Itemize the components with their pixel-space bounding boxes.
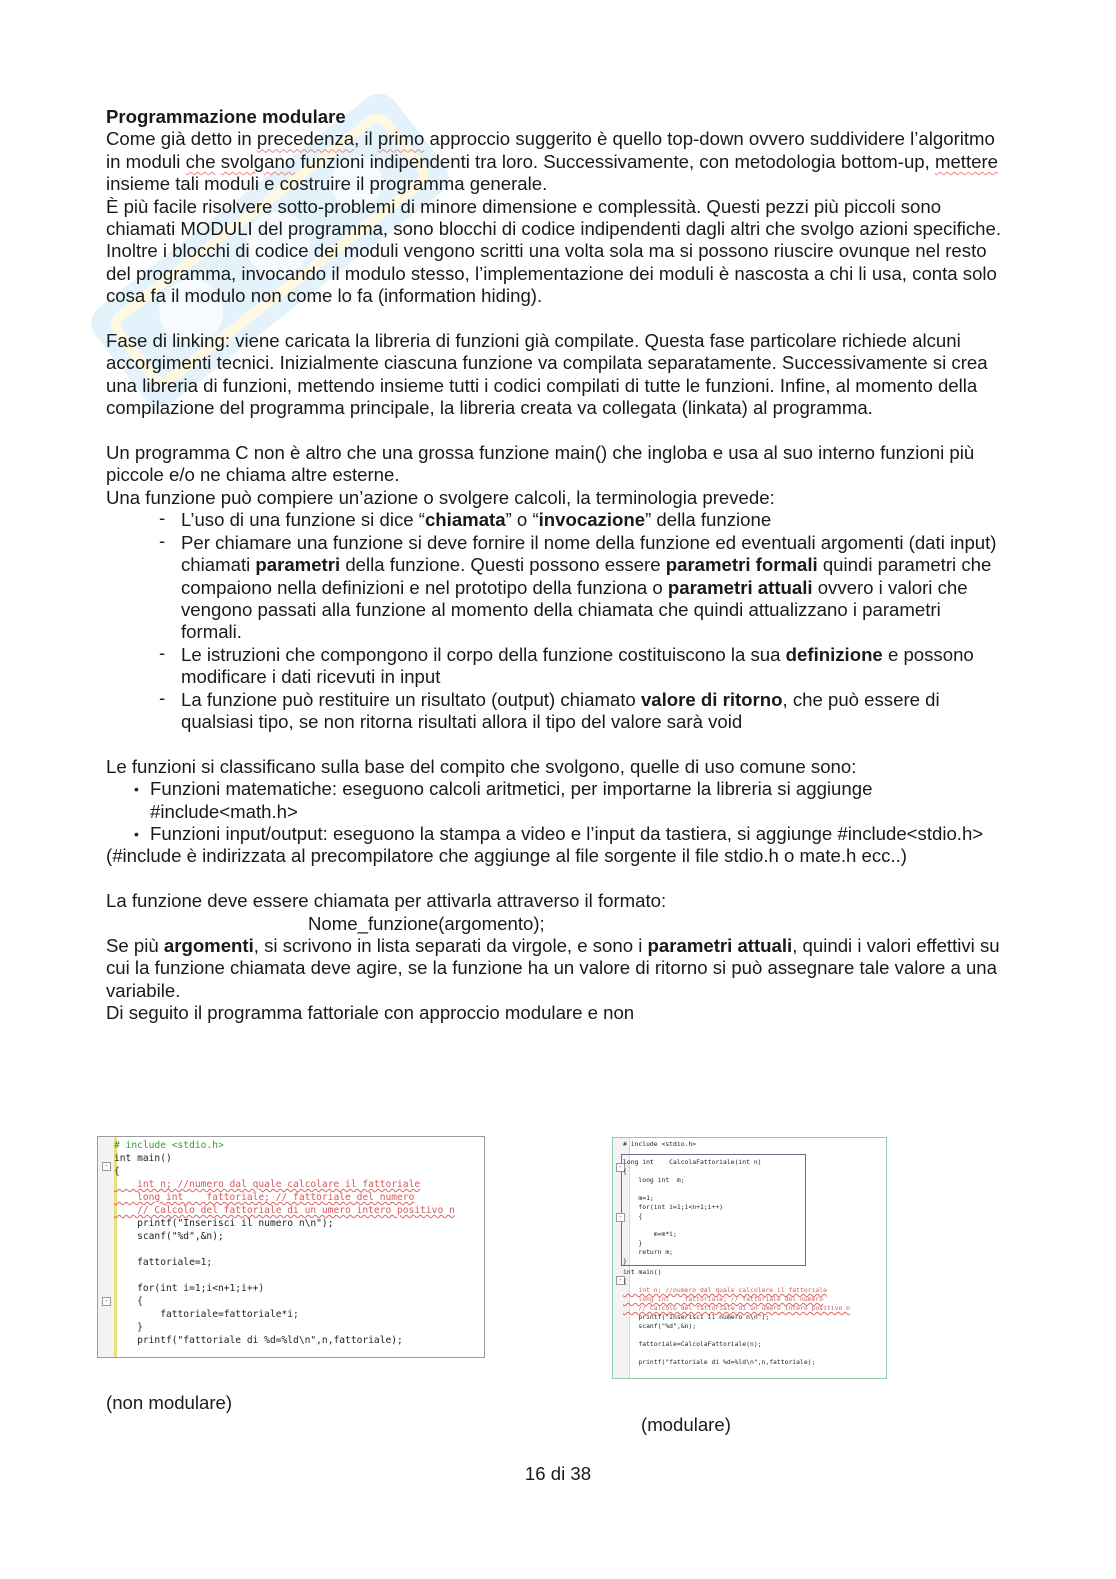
paragraph-argomenti — [106, 935, 1006, 1002]
text-run: che — [185, 150, 216, 172]
spacer — [106, 868, 1006, 890]
code-line — [114, 1192, 414, 1203]
text-run: , si scrivono in lista separati da virgole, e sono i — [253, 934, 648, 956]
fold-icon: - — [616, 1213, 625, 1222]
code-line: { — [623, 1277, 627, 1285]
spacer — [106, 308, 1006, 330]
text-run: parametri attuali — [647, 934, 793, 956]
code-line: int main() — [623, 1268, 662, 1276]
code-line: { — [114, 1296, 143, 1307]
code-line — [114, 1140, 224, 1151]
code-line: m=m*i; — [623, 1230, 677, 1238]
code-screenshot-non-modular — [97, 1136, 485, 1358]
terminology-list — [106, 509, 1006, 733]
text-run: Se più — [106, 934, 164, 956]
code-line: printf("fattoriale di %d=%ld\n",n,fattoriale); — [114, 1335, 403, 1346]
text-run: della funzione. Questi possono essere — [340, 554, 666, 576]
text-run: ” o “ — [505, 509, 539, 531]
text-run: definizione — [785, 643, 883, 665]
code-line: fattoriale=fattoriale*i; — [114, 1309, 299, 1320]
code-line: printf("fattoriale di %d=%ld\n",n,fattoriale); — [623, 1358, 816, 1366]
code-line: scanf("%d",&n); — [114, 1231, 224, 1242]
text-run: La funzione può restituire un risultato (output) chiamato — [181, 688, 641, 710]
text-run: chiamata — [424, 509, 506, 531]
paragraph-intro — [106, 128, 1006, 195]
paragraph-terminologia: Una funzione può compiere un’azione o svolgere calcoli, la terminologia prevede: — [106, 486, 775, 508]
text-run: parametri attuali — [667, 576, 813, 598]
caption-modular: (modulare) — [641, 1414, 731, 1435]
code-text: int n; //numero dal quale calcolare il fattoriale — [623, 1286, 827, 1294]
code-text: long int fattoriale; // fattoriale del numero — [114, 1192, 415, 1203]
call-format: Nome_funzione(argomento); — [308, 912, 545, 934]
code-screenshot-modular — [612, 1137, 887, 1379]
code-line — [114, 1179, 420, 1190]
text-run: L’uso di una funzione si dice “ — [181, 509, 425, 531]
code-line: { — [623, 1167, 627, 1175]
page-number: 16 di 38 — [524, 1463, 592, 1484]
list-item: • Funzioni input/output: eseguono la stampa a video e l’input da tastiera, si aggiunge #include<stdio.h> — [150, 823, 1006, 845]
code-text: # include <stdio.h> — [114, 1140, 224, 1151]
text-run: , quindi i valori effettivi su cui la funzione chiamata deve agire, se la funzione ha un valore di ritorno si può assegnare tale valore a una variabile. — [106, 934, 1000, 1001]
fold-icon: - — [616, 1276, 625, 1285]
main-text — [106, 106, 1006, 1025]
text-run: , che può essere di qualsiasi tipo, se non ritorna risultati allora il tipo del valore sarà void — [181, 688, 940, 732]
paragraph-classificazione: Le funzioni si classificano sulla base del compito che svolgono, quelle di uso comune sono: — [106, 755, 857, 777]
fold-icon: - — [102, 1297, 111, 1306]
paragraph-chiamata: La funzione deve essere chiamata per attivarla attraverso il formato: — [106, 890, 667, 912]
code-line: m=1; — [623, 1194, 654, 1202]
code-line: } — [623, 1239, 643, 1247]
text-run: invocazione — [538, 509, 646, 531]
text-run: e possono modificare i dati ricevuti in input — [181, 643, 974, 688]
text-run: ” della funzione — [645, 509, 772, 531]
spacer — [106, 733, 1006, 755]
text-run: primo — [377, 128, 425, 150]
code-line: fattoriale=CalcolaFattoriale(n); — [623, 1340, 762, 1348]
text-run: parametri formali — [665, 554, 818, 576]
text-run: ovvero i valori che vengono passati alla funzione al momento della chiamata che quindi attualizzano i parametri formali. — [181, 576, 968, 643]
list-item — [181, 644, 1006, 689]
code-line: long int m; — [623, 1176, 685, 1184]
text-run: parametri — [255, 554, 341, 576]
text-run: , il — [354, 128, 378, 150]
list-item — [181, 689, 1006, 734]
code-line: # include <stdio.h> — [623, 1140, 697, 1148]
code-line: } — [623, 1257, 627, 1265]
code-line: { — [114, 1166, 120, 1177]
text-run: mettere — [934, 150, 999, 172]
code-line — [623, 1295, 823, 1303]
code-line: } — [114, 1322, 143, 1333]
text-run: Le istruzioni che compongono il corpo della funzione costituiscono la sua — [181, 643, 786, 665]
code-text: long int fattoriale; // fattoriale del numero — [623, 1295, 824, 1303]
list-item — [181, 509, 1006, 531]
code-text: int n; //numero dal quale calcolare il fattoriale — [114, 1179, 421, 1190]
code-line: for(int i=1;i<n+1;i++) — [623, 1203, 724, 1211]
code-line — [623, 1286, 827, 1294]
code-line: printf("Inserisci il numero n\n"); — [114, 1218, 334, 1229]
code-line — [623, 1304, 850, 1312]
code-text: // Calcolo del fattoriale di un umero intero positivo n — [623, 1304, 851, 1312]
caption-non-modular: (non modulare) — [106, 1392, 233, 1413]
text-run: Come già detto in — [106, 128, 257, 150]
code-line: fattoriale=1; — [114, 1257, 213, 1268]
code-line: { — [623, 1212, 643, 1220]
list-item: • Funzioni matematiche: eseguono calcoli aritmetici, per importarne la libreria si aggiunge #include<math.h> — [150, 778, 1006, 823]
paragraph-moduli: È più facile risolvere sotto-problemi di minore dimensione e complessità. Questi pezzi più piccoli sono chiamati MODULI del programma, sono blocchi di codice indipendenti dagli altri che svolgo azioni specifiche. Inoltre i blocchi di codice dei moduli vengono scritti una volta sola ma si possono riuscire ovunque nel resto del programma, invocando il modulo stesso, l’implementazione dei moduli è nascosta a chi li usa, conta solo cosa fa il modulo non come lo fa (information hiding). — [106, 195, 1002, 307]
text-run: argomenti — [163, 934, 254, 956]
section-title: Programmazione modulare — [106, 106, 346, 127]
function-types-list — [106, 778, 1006, 845]
code-text: // Calcolo del fattoriale di un umero intero positivo n — [114, 1205, 455, 1216]
code-line: printf("Inserisci il numero n\n"); — [623, 1313, 770, 1321]
code-line: for(int i=1;i<n+1;i++) — [114, 1283, 265, 1294]
list-item — [181, 532, 1006, 644]
paragraph-fattoriale-intro: Di seguito il programma fattoriale con approccio modulare e non — [106, 1002, 635, 1024]
text-run: insieme tali moduli e costruire il programma generale. — [106, 173, 548, 195]
paragraph-include-note: (#include è indirizzata al precompilatore che aggiunge al file sorgente il file stdio.h o mate.h ecc..) — [106, 845, 908, 867]
fold-icon: - — [616, 1163, 625, 1172]
code-line: int main() — [114, 1153, 172, 1164]
text-run: svolgano — [220, 150, 296, 172]
paragraph-main: Un programma C non è altro che una grossa funzione main() che ingloba e usa al suo interno funzioni più piccole e/o ne chiama altre esterne. — [106, 442, 975, 486]
code-line — [114, 1205, 455, 1216]
fold-icon: - — [102, 1162, 111, 1171]
text-run: quindi parametri che compaiono nella definizioni e nel prototipo della funziona o — [181, 554, 992, 598]
code-line: long int CalcolaFattoriale(int n) — [623, 1158, 762, 1166]
code-line: scanf("%d",&n); — [623, 1322, 697, 1330]
text-run: approccio suggerito è quello top-down ovvero suddividere l’algoritmo in moduli — [106, 128, 995, 172]
text-run: Per chiamare una funzione si deve fornire il nome della funzione ed eventuali argomenti (dati input) chiamati — [181, 531, 997, 576]
code-line: return m; — [623, 1248, 674, 1256]
text-run: funzioni indipendenti tra loro. Successivamente, con metodologia bottom-up, — [295, 150, 935, 172]
paragraph-linking: Fase di linking: viene caricata la libreria di funzioni già compilate. Questa fase particolare richiede alcuni accorgimenti tecnici. Inizialmente ciascuna funzione va compilata separatamente. Successivamente si crea una libreria di funzioni, mettendo insieme tutti i codici compilati di tutte le funzioni. Infine, al momento della compilazione del programma principale, la libreria creata va collegata (linkata) al programma. — [106, 330, 988, 419]
text-run: precedenza — [256, 128, 355, 150]
spacer — [106, 420, 1006, 442]
text-run: valore di ritorno — [640, 688, 783, 710]
